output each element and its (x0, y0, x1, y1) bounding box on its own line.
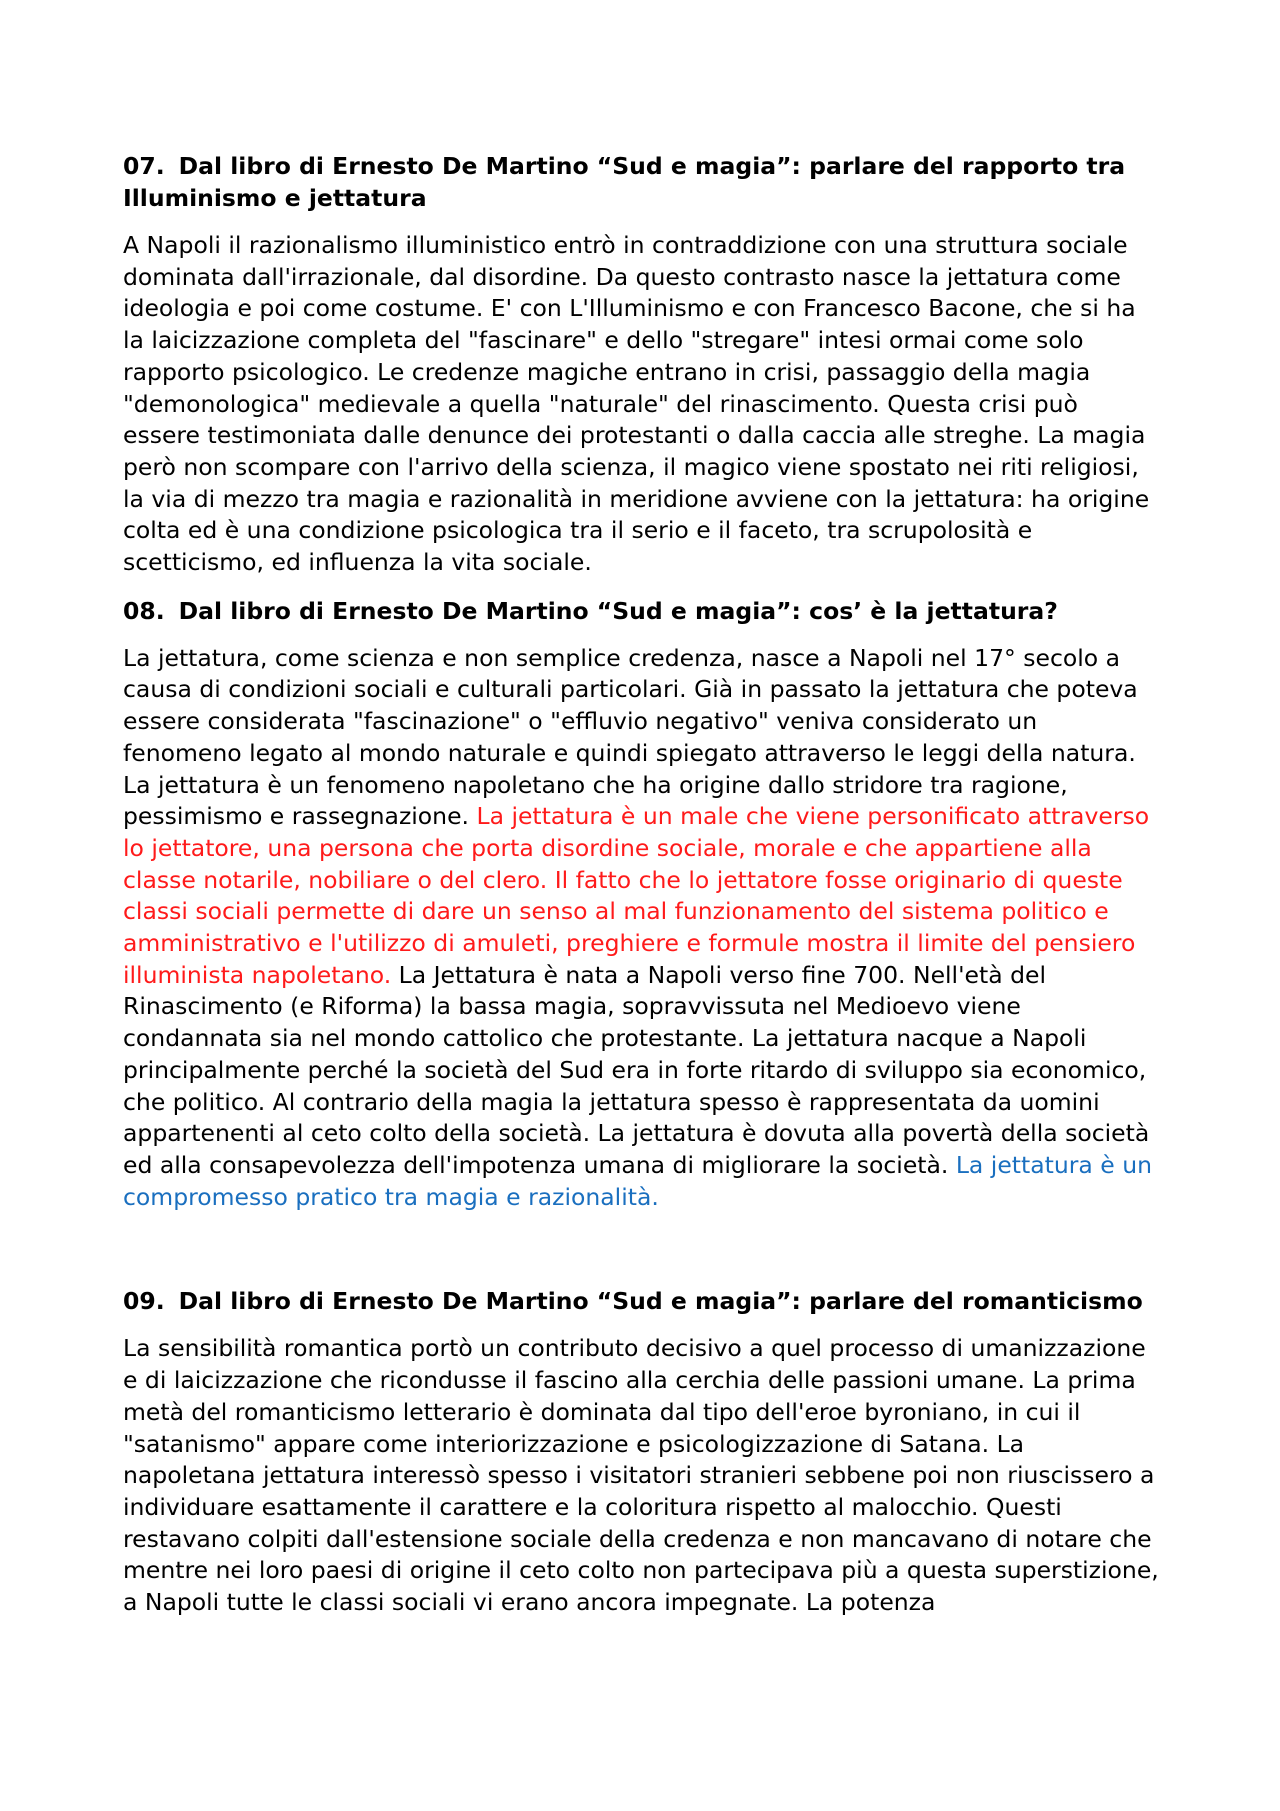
section-08-highlight-blue: La jettatura è un compromesso pratico tra magia e razionalità. (123, 1150, 1152, 1211)
section-09-title (123, 1285, 1162, 1317)
section-08-title (123, 595, 1162, 627)
section-08-number: 08. (123, 596, 165, 625)
section-08-highlight-red: La jettatura è un male che viene personificato attraverso lo jettatore, una persona che porta disordine sociale, morale e che appartiene alla classe notarile, nobiliare o del clero. Il fatto che lo jettatore fosse originario di queste classi sociali permette di dare un senso al mal funzionamento del sistema politico e amministrativo e l'utilizzo di amuleti, preghiere e formule mostra il limite del pensiero illuminista napoletano. (123, 802, 1150, 989)
section-07-number: 07. (123, 152, 165, 180)
section-08-body (123, 643, 1162, 1214)
section-08-body-part1: La jettatura, come scienza e non semplice credenza, nasce a Napoli nel 17° secolo a causa di condizioni sociali e culturali particolari. Già in passato la jettatura che poteva essere considerata "fascinazione" o "effluvio negativo" veniva considerato un fenomeno legato al mondo naturale e quindi spiegato attraverso le leggi della natura. La jettatura è un fenomeno napoletano che ha origine dallo stridore tra ragione, pessimismo e rassegnazione. (123, 643, 1138, 831)
section-09-number: 09. (123, 1287, 165, 1316)
section-09-body: La sensibilità romantica portò un contributo decisivo a quel processo di umanizzazione e di laicizzazione che ricondusse il fascino alla cerchia delle passioni umane. La prima metà del romanticismo letterario è dominata dal tipo dell'eroe byroniano, in cui il "satanismo" appare come interiorizzazione e psicologizzazione di Satana. La napoletana jettatura interessò spesso i visitatori stranieri sebbene poi non riuscissero a individuare esattamente il carattere e la coloritura rispetto al malocchio. Questi restavano colpiti dall'estensione sociale della credenza e non mancavano di notare che mentre nei loro paesi di origine il ceto colto non partecipava più a questa superstizione, a Napoli tutte le classi sociali vi erano ancora impegnate. La potenza (123, 1334, 1159, 1617)
section-09-title-text: Dal libro di Ernesto De Martino “Sud e magia”: parlare del romanticismo (178, 1287, 1143, 1316)
section-08-body-part2: La Jettatura è nata a Napoli verso fine 700. Nell'età del Rinascimento (e Riforma) la bassa magia, sopravvissuta nel Medioevo viene condannata sia nel mondo cattolico che protestante. La jettatura nacque a Napoli principalmente perché la società del Sud era in forte ritardo di sviluppo sia economico, che politico. Al contrario della magia la jettatura spesso è rappresentata da uomini appartenenti al ceto colto della società. La jettatura è dovuta alla povertà della società ed alla consapevolezza dell'impotenza umana di migliorare la società. (123, 960, 1150, 1179)
section-08-title-text: Dal libro di Ernesto De Martino “Sud e magia”: cos’ è la jettatura? (178, 596, 1058, 625)
section-07-body: A Napoli il razionalismo illuministico entrò in contraddizione con una struttura sociale dominata dall'irrazionale, dal disordine. Da questo contrasto nasce la jettatura come ideologia e poi come costume. E' con L'Illuminismo e con Francesco Bacone, che si ha la laicizzazione completa del "fascinare" e dello "stregare" intesi ormai come solo rapporto psicologico. Le credenze magiche entrano in crisi, passaggio della magia "demonologica" medievale a quella "naturale" del rinascimento. Questa crisi può essere testimoniata dalle denunce dei protestanti o dalla caccia alle streghe. La magia però non scompare con l'arrivo della scienza, il magico viene spostato nei riti religiosi, la via di mezzo tra magia e razionalità in meridione avviene con la jettatura: ha origine colta ed è una condizione psicologica tra il serio e il faceto, tra scrupolosità e scetticismo, ed influenza la vita sociale. (123, 231, 1150, 577)
section-07-title-text: Dal libro di Ernesto De Martino “Sud e magia”: parlare del rapporto tra Illuminismo e jettatura (123, 152, 1126, 212)
section-07-title (123, 150, 1162, 214)
section-spacer (123, 1229, 1162, 1285)
